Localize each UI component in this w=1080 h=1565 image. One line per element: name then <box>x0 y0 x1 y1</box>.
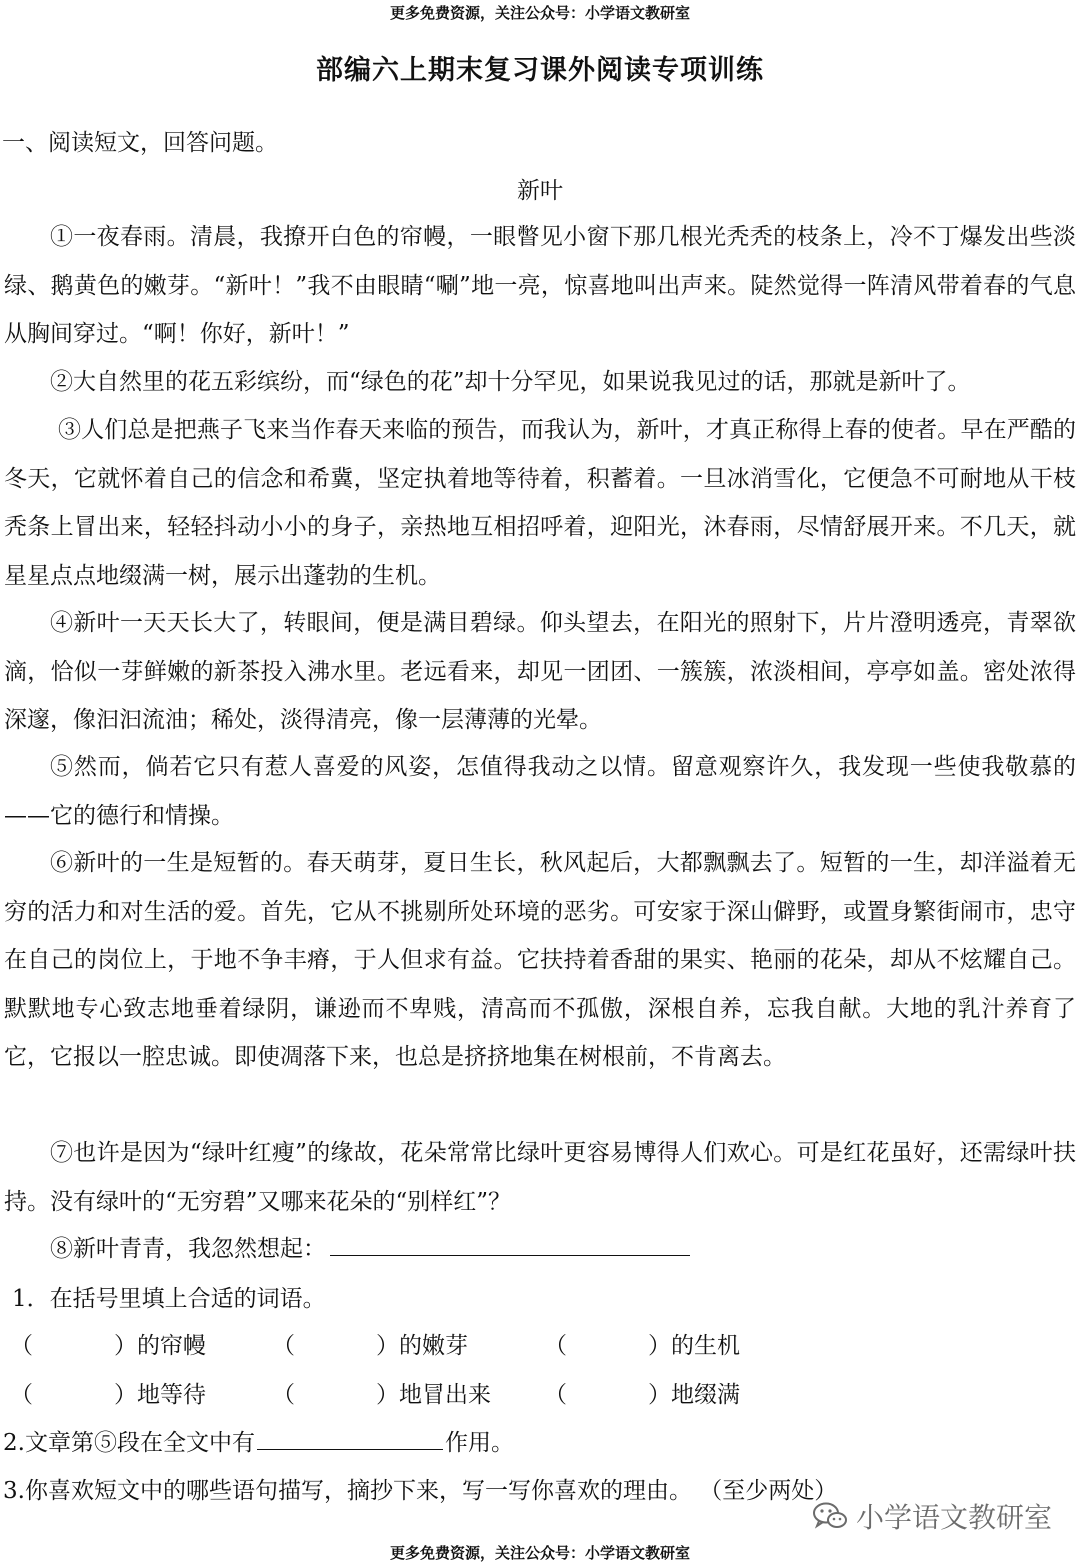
top-banner: 更多免费资源，关注公众号：小学语文教研室 <box>389 4 690 22</box>
paragraph-8-text: ⑧新叶青青，我忽然想起： <box>50 1236 326 1262</box>
fill-item[interactable]: （ ）的帘幔 <box>10 1333 206 1359</box>
wechat-icon <box>812 1501 848 1531</box>
fill-item[interactable]: （ ）的生机 <box>544 1333 740 1359</box>
question-2-suffix: 作用。 <box>444 1430 514 1456</box>
passage-title: 新叶 <box>517 178 563 204</box>
paragraph-8 <box>4 1225 1076 1274</box>
paragraph-3: ③人们总是把燕子飞来当作春天来临的预告，而我认为，新叶，才真正称得上春的使者。早在严酷的冬天，它就怀着自己的信念和希冀，坚定执着地等待着，积蓄着。一旦冰消雪化，它便急不可耐地从干枝秃条上冒出来，轻轻抖动小小的身子，亲热地互相招呼着，迎阳光，沐春雨，尽情舒展开来。不几天，就星星点点地缀满一树，展示出蓬勃的生机。 <box>4 417 1076 589</box>
watermark-text: 小学语文教研室 <box>856 1501 1053 1534</box>
fill-item[interactable]: （ ）地冒出来 <box>272 1382 491 1408</box>
question-2 <box>3 1424 514 1457</box>
paragraph-7: ⑦也许是因为“绿叶红瘦”的缘故，花朵常常比绿叶更容易博得人们欢心。可是红花虽好，还需绿叶扶持。没有绿叶的“无穷碧”又哪来花朵的“别样红”？ <box>4 1140 1076 1215</box>
paragraph-5: ⑤然而，倘若它只有惹人喜爱的风姿，怎值得我动之以情。留意观察许久，我发现一些使我敬慕的——它的德行和情操。 <box>4 754 1076 829</box>
question-3: 3.你喜欢短文中的哪些语句描写，摘抄下来，写一写你喜欢的理由。 （至少两处） <box>3 1478 838 1504</box>
answer-blank[interactable] <box>257 1425 443 1450</box>
watermark <box>812 1496 1052 1536</box>
paragraph-6: ⑥新叶的一生是短暂的。春天萌芽，夏日生长，秋风起后，大都飘飘去了。短暂的一生，却洋溢着无穷的活力和对生活的爱。首先，它从不挑剔所处环境的恶劣。可安家于深山僻野，或置身繁街闹市，忠守在自己的岗位上，于地不争丰瘠，于人但求有益。它扶持着香甜的果实、艳丽的花朵，却从不炫耀自己。默默地专心致志地垂着绿阴，谦逊而不卑贱，清高而不孤傲，深根自养，忘我自献。大地的乳汁养育了它，它报以一腔忠诚。即使凋落下来，也总是挤挤地集在树根前，不肯离去。 <box>4 850 1076 1070</box>
paragraph-1: ①一夜春雨。清晨，我撩开白色的帘幔，一眼瞥见小窗下那几根光秃秃的枝条上，冷不丁爆发出些淡绿、鹅黄色的嫩芽。“新叶！”我不由眼睛“唰”地一亮，惊喜地叫出声来。陡然觉得一阵清风带着春的气息从胸间穿过。“啊！你好，新叶！” <box>4 224 1076 347</box>
bottom-banner: 更多免费资源，关注公众号：小学语文教研室 <box>389 1544 690 1562</box>
question-1: 1．在括号里填上合适的词语。 <box>12 1286 326 1312</box>
page-title: 部编六上期末复习课外阅读专项训练 <box>316 55 764 86</box>
fill-item[interactable]: （ ）地等待 <box>10 1382 206 1408</box>
question-2-text: 2.文章第⑤段在全文中有 <box>3 1430 255 1456</box>
fill-item[interactable]: （ ）地缀满 <box>544 1382 740 1408</box>
paragraph-4: ④新叶一天天长大了，转眼间，便是满目碧绿。仰头望去，在阳光的照射下，片片澄明透亮，青翠欲滴，恰似一芽鲜嫩的新茶投入沸水里。老远看来，却见一团团、一簇簇，浓淡相间，亭亭如盖。密处浓得深邃，像汩汩流油；稀处，淡得清亮，像一层薄薄的光晕。 <box>4 610 1076 733</box>
paragraph-2: ②大自然里的花五彩缤纷，而“绿色的花”却十分罕见，如果说我见过的话，那就是新叶了。 <box>50 369 971 395</box>
answer-blank[interactable] <box>330 1231 690 1256</box>
fill-item[interactable]: （ ）的嫩芽 <box>272 1333 468 1359</box>
section-heading: 一、阅读短文，回答问题。 <box>2 130 278 156</box>
